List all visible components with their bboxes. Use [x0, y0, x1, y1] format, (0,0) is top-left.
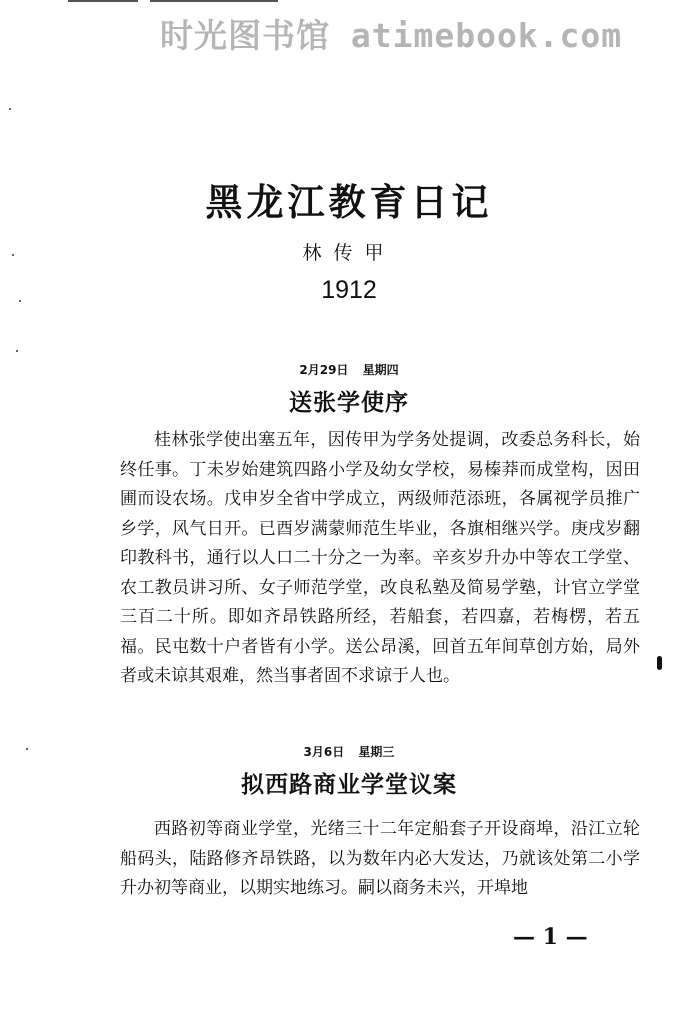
entry-date-1: 2月29日 星期四 — [299, 363, 399, 377]
top-rule-left — [68, 0, 138, 2]
ink-blot — [657, 656, 662, 670]
scan-speck — [19, 300, 21, 302]
entry-heading-1: 送张学使序 — [289, 390, 409, 416]
watermark: 时光图书馆 atimebook.com — [160, 16, 623, 55]
top-rule-right — [150, 0, 278, 2]
entry-body-2: 西路初等商业学堂，光绪三十二年定船套子开设商埠，沿江立轮船码头，陆路修齐昂铁路，以为数年内必大发达，乃就该处第二小学升办初等商业，以期实地练习。嗣以商务未兴，开埠地 — [120, 819, 640, 898]
document-title: 黑龙江教育日记 — [205, 181, 493, 224]
entry-heading-2: 拟西路商业学堂议案 — [241, 772, 457, 798]
entry-date-2: 3月6日 星期三 — [303, 745, 395, 759]
author-name: 林传甲 — [302, 242, 396, 264]
entry-body-1: 桂林张学使出塞五年，因传甲为学务处提调，改委总务科长，始终任事。丁未岁始建筑四路小学及幼女学校，易榛莽而成堂构，因田圃而设农场。戊申岁全省中学成立，两级师范添班，各属视学员推广乡学，风气日开。已酉岁满蒙师范生毕业，各旗相继兴学。庚戌岁翻印教科书，通行以人口二十分之一为率。辛亥岁升办中等农工学堂、农工教员讲习所、女子师范学堂，改良私塾及简易学塾，计官立学堂三百二十所。即如齐昂铁路所经，若船套，若四嘉，若梅楞，若五福。民屯数十户者皆有小学。送公昂溪，回首五年间草创方始，局外者或未谅其艰难，然当事者固不求谅于人也。 — [120, 430, 640, 686]
scan-speck — [26, 748, 28, 750]
year: 1912 — [321, 276, 377, 304]
scan-speck — [12, 254, 14, 256]
scan-speck — [9, 108, 11, 110]
page-number: — 1 — — [513, 924, 588, 950]
scan-speck — [16, 350, 18, 352]
